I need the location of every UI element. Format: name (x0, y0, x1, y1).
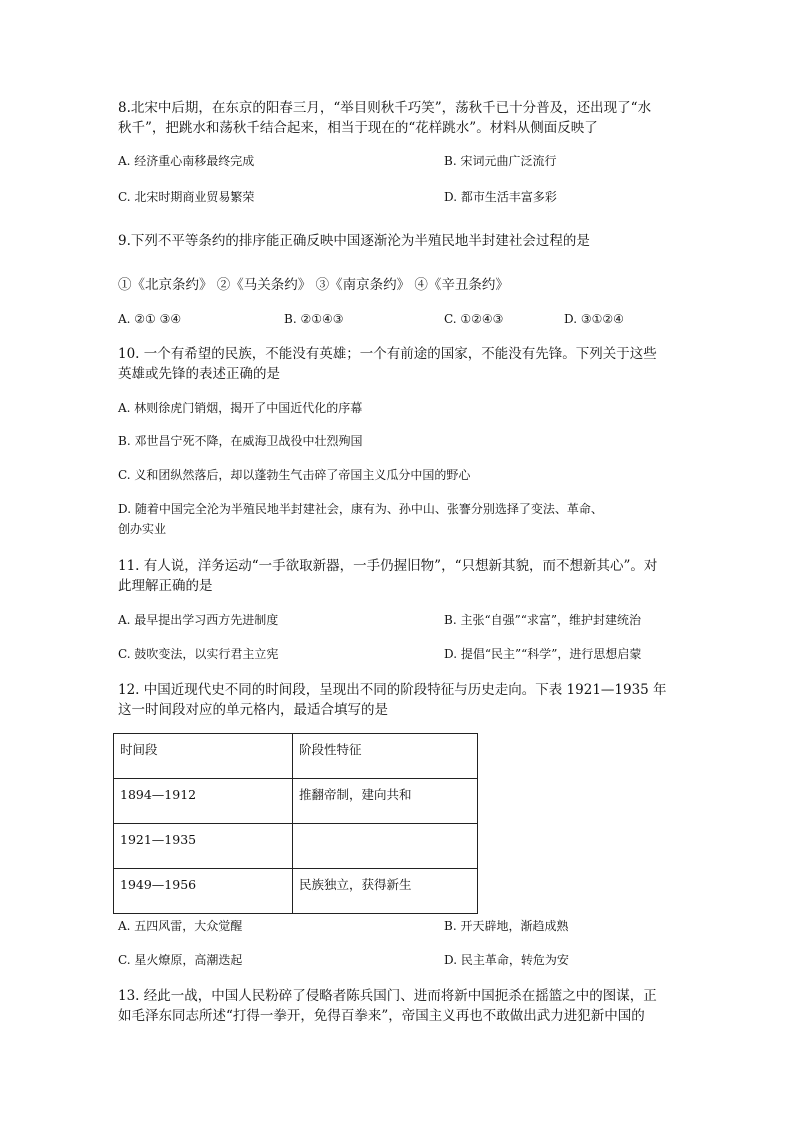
table-cell-feature: 推翻帝制，建向共和 (299, 787, 412, 802)
q12-stem-line2: 这一时间段对应的单元格内，最适合填写的是 (118, 702, 388, 718)
q11-option-a: A. 最早提出学习西方先进制度 (118, 613, 279, 627)
q8-option-c: C. 北宋时期商业贸易繁荣 (118, 190, 255, 204)
q9-option-c: C. ①②④③ (444, 312, 504, 326)
table-cell-period: 1949—1956 (120, 877, 197, 892)
q10-option-d-line1: D. 随着中国完全沦为半殖民地半封建社会，康有为、孙中山、张謇分别选择了变法、革命、 (118, 502, 603, 516)
table-header-period: 时间段 (120, 742, 158, 757)
table-header-row (114, 734, 478, 779)
q8-option-b: B. 宋词元曲广泛流行 (444, 154, 557, 168)
q12-option-b: B. 开天辟地，渐趋成熟 (444, 919, 569, 933)
table-header-feature: 阶段性特征 (299, 742, 362, 757)
q9-option-a: A. ②① ③④ (118, 312, 182, 326)
q13-stem-line2: 如毛泽东同志所述“打得一拳开，免得百拳来”，帝国主义再也不敢做出武力进犯新中国的 (118, 1008, 645, 1024)
q8-stem-line1: 8.北宋中后期，在东京的阳春三月，“举目则秋千巧笑”，荡秋千已十分普及，还出现了“水 (118, 100, 652, 116)
q8-stem-line2: 秋千”，把跳水和荡秋千结合起来，相当于现在的“花样跳水”。材料从侧面反映了 (118, 120, 598, 136)
q9-option-b: B. ②①④③ (284, 312, 344, 326)
q9-stem: 9.下列不平等条约的排序能正确反映中国逐渐沦为半殖民地半封建社会过程的是 (118, 233, 590, 249)
table-row (114, 869, 478, 914)
table-row (114, 824, 478, 869)
q11-option-c: C. 鼓吹变法，以实行君主立宪 (118, 647, 279, 661)
q8-option-a: A. 经济重心南移最终完成 (118, 154, 255, 168)
q9-items: ①《北京条约》 ②《马关条约》 ③《南京条约》 ④《辛丑条约》 (118, 277, 509, 293)
q12-option-a: A. 五四风雷，大众觉醒 (118, 919, 243, 933)
q10-option-d-line2: 创办实业 (118, 522, 167, 536)
q12-option-c: C. 星火燎原，高潮迭起 (118, 953, 243, 967)
q8-option-d: D. 都市生活丰富多彩 (444, 190, 557, 204)
q11-stem-line2: 此理解正确的是 (118, 578, 213, 594)
q10-option-a: A. 林则徐虎门销烟，揭开了中国近代化的序幕 (118, 401, 363, 415)
q12-option-d: D. 民主革命，转危为安 (444, 953, 569, 967)
q12-stem-line1: 12. 中国近现代史不同的时间段，呈现出不同的阶段特征与历史走向。下表 1921—1935 年 (118, 682, 667, 698)
table-cell-period: 1894—1912 (120, 787, 197, 802)
q11-stem-line1: 11. 有人说，洋务运动“一手欲取新器，一手仍握旧物”，“只想新其貌，而不想新其心”。对 (118, 558, 658, 574)
q11-option-b: B. 主张“自强”“求富”，维护封建统治 (444, 613, 641, 627)
q10-stem-line1: 10. 一个有希望的民族，不能没有英雄；一个有前途的国家，不能没有先锋。下列关于这些 (118, 346, 657, 362)
q12-table (113, 733, 478, 914)
table-cell-period: 1921—1935 (120, 832, 197, 847)
q10-option-c: C. 义和团纵然落后，却以蓬勃生气击碎了帝国主义瓜分中国的野心 (118, 468, 471, 482)
table-row (114, 779, 478, 824)
q11-option-d: D. 提倡“民主”“科学”，进行思想启蒙 (444, 647, 642, 661)
q13-stem-line1: 13. 经此一战，中国人民粉碎了侵略者陈兵国门、进而将新中国扼杀在摇篮之中的图谋，正 (118, 988, 657, 1004)
q9-option-d: D. ③①②④ (564, 312, 624, 326)
q10-option-b: B. 邓世昌宁死不降，在威海卫战役中壮烈殉国 (118, 434, 363, 448)
table-cell-feature: 民族独立，获得新生 (299, 877, 412, 892)
q10-stem-line2: 英雄或先锋的表述正确的是 (118, 366, 280, 382)
table-cell-feature-blank (299, 824, 477, 830)
